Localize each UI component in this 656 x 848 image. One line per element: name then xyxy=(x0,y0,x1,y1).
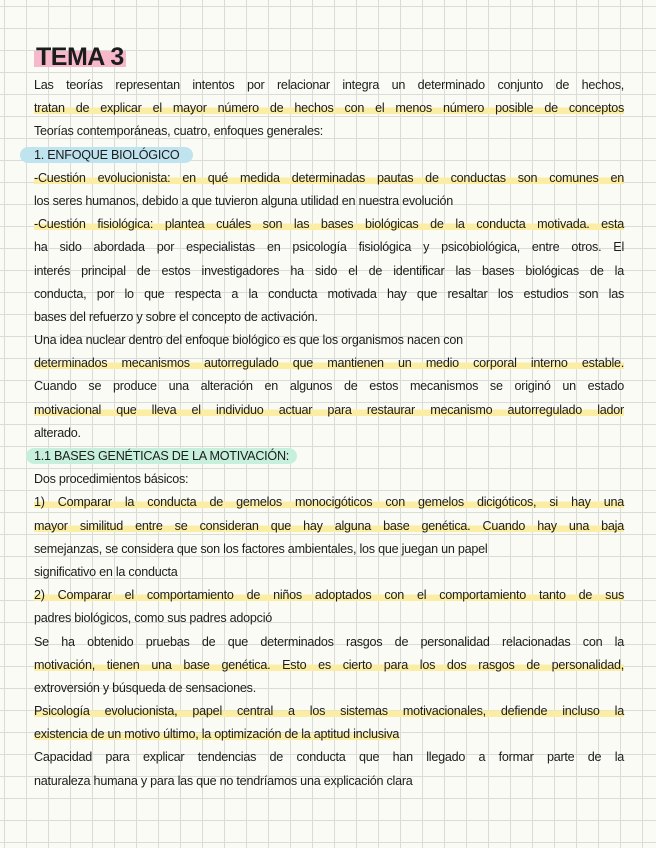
paragraph-line: padres biológicos, como sus padres adopció xyxy=(34,611,273,626)
paragraph-line: los seres humanos, debido a que tuvieron alguna utilidad en nuestra evolución xyxy=(34,193,454,208)
paragraph-line: conducta, por lo que respecta a la conducta motivada hay que resaltar los estudios son las xyxy=(34,286,624,301)
page-title xyxy=(34,40,126,74)
paragraph-line: Teorías contemporáneas, cuatro, enfoques generales: xyxy=(34,124,323,139)
paragraph-line: Psicología evolucionista, papel central a los sistemas motivacionales, defiende incluso la xyxy=(34,704,624,719)
paragraph-line: determinados mecanismos autorregulado que mantienen un medio corporal interno estable. xyxy=(34,356,624,371)
paragraph-line: significativo en la conducta xyxy=(34,564,178,579)
paragraph-line: Dos procedimientos básicos: xyxy=(34,472,189,487)
paragraph-line: 1) Comparar la conducta de gemelos monocigóticos con gemelos dicigóticos, si hay una xyxy=(34,495,624,510)
paragraph-line: Capacidad para explicar tendencias de conducta que han llegado a formar parte de la xyxy=(34,750,624,765)
paragraph-line: naturaleza humana y para las que no tendríamos una explicación clara xyxy=(34,773,413,788)
paragraph-line: mayor similitud entre se consideran que hay alguna base genética. Cuando hay una baja xyxy=(34,518,624,533)
title-text: TEMA 3 xyxy=(36,43,124,71)
paragraph-line: bases del refuerzo y sobre el concepto de activación. xyxy=(34,309,318,324)
paragraph-line: interés principal de estos investigadores ha sido el de identificar las bases biológicas de la xyxy=(34,263,624,278)
section-heading-enfoque-biologico: 1. ENFOQUE BIOLÓGICO xyxy=(34,144,624,167)
paragraph-line: tratan de explicar el mayor número de hechos con el menos número posible de conceptos xyxy=(34,101,624,116)
paragraph-line: existencia de un motivo último, la optimización de la aptitud inclusiva xyxy=(34,727,400,742)
paragraph-line: semejanzas, se considera que son los factores ambientales, los que juegan un papel xyxy=(34,541,488,556)
paragraph-line: -Cuestión fisiológica: plantea cuáles son las bases biológicas de la conducta motivada. esta xyxy=(34,217,624,232)
paragraph-line: Las teorías representan intentos por relacionar integra un determinado conjunto de hechos, xyxy=(34,78,624,92)
section-heading-bases-geneticas: 1.1 BASES GENÉTICAS DE LA MOTIVACIÓN: xyxy=(34,445,624,468)
paragraph-line: ha sido abordada por especialistas en psicología fisiológica y psicobiológica, entre otros. El xyxy=(34,240,624,255)
paragraph-line: alterado. xyxy=(34,425,81,440)
paragraph-line: extroversión y búsqueda de sensaciones. xyxy=(34,680,256,695)
paragraph-line: motivación, tienen una base genética. Esto es cierto para los dos rasgos de personalidad, xyxy=(34,657,624,672)
paragraph-line: motivacional que lleva el individuo actuar para restaurar mecanismo autorregulado lador xyxy=(34,402,624,417)
paragraph-line: Una idea nuclear dentro del enfoque biológico es que los organismos nacen con xyxy=(34,333,463,348)
note-body xyxy=(34,74,624,793)
paragraph-line: Cuando se produce una alteración en algunos de estos mecanismos se originó un estado xyxy=(34,379,624,394)
paragraph-line: 2) Comparar el comportamiento de niños adoptados con el comportamiento tanto de sus xyxy=(34,588,624,603)
paragraph-line: Se ha obtenido pruebas de que determinados rasgos de personalidad relacionadas con la xyxy=(34,634,624,649)
paragraph-line: -Cuestión evolucionista: en qué medida determinadas pautas de conductas son comunes en xyxy=(34,170,624,185)
